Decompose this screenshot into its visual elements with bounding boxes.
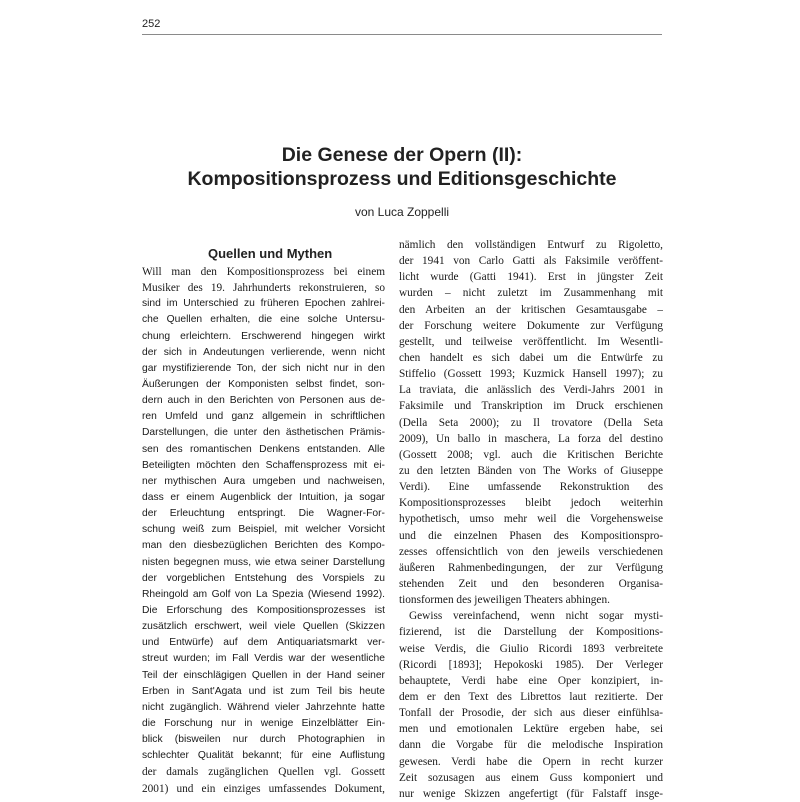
text-line: und Entwürfe) auf dem Antiquariatsmarkt ver-: [142, 637, 385, 649]
text-line: nur wenige Skizzen angefertigt (für Falstaff insge-: [399, 787, 663, 800]
text-line: Zeit sozusagen aus einem Guss komponiert und: [399, 771, 663, 784]
text-line: wurden – nicht zuletzt im Zusammenhang mit: [399, 287, 663, 300]
header-rule: [142, 34, 662, 35]
author-byline: von Luca Zoppelli: [354, 205, 450, 219]
text-line: Kompositionsprozesses bleibt jedoch weiterhin: [399, 497, 663, 510]
right-text-column: [399, 237, 663, 802]
text-line: (Della Seta 2000); zu Il trovatore (Della Seta: [399, 416, 663, 429]
text-line: schung weiß zum Beispiel, mit welcher Vorsicht: [142, 524, 385, 536]
text-line: Erben in Sant'Agata und ist zum Teil bis heute: [142, 685, 385, 697]
text-line: Verdi). Eine umfassende Rekonstruktion des: [399, 481, 663, 494]
text-line: (Gossett 2008; vgl. auch die Kritischen Berichte: [399, 448, 663, 461]
text-line: gewesen. Verdi habe die Opern in recht kurzer: [399, 755, 663, 768]
text-line: der damals zugänglichen Quellen vgl. Gossett: [142, 766, 385, 779]
text-line: che Quellen erhalten, die eine solche Untersu-: [142, 314, 385, 326]
text-line: gar mystifizierende Ton, der sich nicht nur in den: [142, 362, 385, 374]
section-heading: Quellen und Mythen: [208, 246, 333, 261]
chapter-title-line-2: Kompositionsprozess und Editionsgeschichte: [187, 168, 617, 190]
text-line: dern auch in den Berichten von Personen aus de-: [142, 395, 385, 407]
text-line: weise Verdis, die Giulio Ricordi 1893 verbreitete: [399, 642, 663, 655]
text-line: äußeren Rahmenbedingungen, der zur Verfügung: [399, 561, 663, 574]
text-line: den Arbeiten an der kritischen Gesamtausgabe –: [399, 303, 663, 316]
text-line: Faksimile und Transkription im Druck erschienen: [399, 400, 663, 413]
left-text-column: [142, 264, 385, 797]
text-line: nämlich den vollständigen Entwurf zu Rigoletto,: [399, 239, 663, 251]
text-line: blick (bisweilen nur durch Photographien in: [142, 734, 385, 746]
text-line: Beteiligten möchten den Schaffensprozess mit ei-: [142, 459, 385, 471]
text-line: man den diesbezüglichen Berichten des Kompo-: [142, 540, 385, 552]
text-line: dass er einem Augenblick der Intuition, ja sogar: [142, 491, 385, 503]
text-line: gestellt, und teilweise veröffentlicht. Im Wesentli-: [399, 335, 663, 348]
text-line: sind im Unterschied zu früheren Epochen zahlrei-: [142, 298, 385, 310]
text-line: 2009), Un ballo in maschera, La forza del destino: [399, 432, 663, 445]
text-line: Tonfall der Prosodie, der sich aus dieser einfühlsa-: [399, 707, 663, 720]
text-line: schlechter Qualität bekannt; für eine Auflistung: [142, 750, 385, 762]
text-line: der Forschung weitere Dokumente zur Verfügung: [399, 319, 663, 332]
text-line: der 1941 von Carlo Gatti als Faksimile veröffent-: [399, 255, 663, 268]
text-line: der sich in Andeutungen verlierende, wenn nicht: [142, 346, 385, 358]
text-line: (Ricordi [1893]; Hepokoski 1985). Der Verleger: [399, 658, 663, 671]
text-line: nisten begegnen muss, wie etwa seiner Darstellung: [142, 556, 385, 568]
text-line: Rheingold am Golf von La Spezia (Wiesend 1992).: [142, 588, 385, 600]
text-line: Darstellungen, die unter den ästhetischen Prämis-: [142, 427, 385, 439]
text-line: hypothetisch, umso mehr weil die Vorgehensweise: [399, 513, 663, 526]
text-line: chung erleichtern. Erschwerend hingegen wirkt: [142, 330, 385, 342]
text-line: ner mythischen Aura umgeben und nachweisen,: [142, 475, 385, 487]
text-line: zesses offensichtlich von den jeweils verschiedenen: [399, 545, 663, 558]
text-line: Musiker des 19. Jahrhunderts rekonstruieren, so: [142, 282, 385, 295]
text-line: licht wurde (Gatti 1941). Erst in jüngster Zeit: [399, 271, 663, 284]
text-line: fizierend, ist die Darstellung der Kompositions-: [399, 626, 663, 639]
chapter-title: [142, 143, 662, 191]
text-line: nicht zugänglich. Während vieler Jahrzehnte hatte: [142, 701, 385, 713]
text-line: behauptete, Verdi habe eine Oper konzipiert, in-: [399, 674, 663, 687]
text-line: Die Erforschung des Kompositionsprozesses ist: [142, 604, 385, 616]
text-line: Teil der einschlägigen Quellen in der Hand seiner: [142, 669, 385, 681]
text-line: 2001) und ein einziges umfassendes Dokument,: [142, 782, 385, 795]
text-line: sen des romantischen Denkens entstanden. Alle: [142, 443, 385, 455]
text-line: La traviata, die anlässlich des Verdi-Jahrs 2001 in: [399, 384, 663, 397]
text-line: streut wurden; im Fall Verdis war der wesentliche: [142, 653, 385, 665]
text-line: dann die Vorgabe für die melodische Inspiration: [399, 739, 663, 752]
text-line: Gewiss vereinfachend, wenn nicht sogar mysti-: [409, 610, 663, 623]
text-line: zu den letzten Bänden von The Works of Giuseppe: [399, 464, 663, 477]
text-line: Will man den Kompositionsprozess bei einem: [142, 266, 385, 278]
text-line: Stiffelio (Gossett 1993; Kuzmick Hansell 1997); zu: [399, 368, 663, 381]
text-line: ren Umfeld und ganz allgemein in schriftlichen: [142, 411, 385, 423]
text-line: chen handelt es sich dabei um die Entwürfe zu: [399, 351, 663, 364]
text-line: men und emotionalen Lektüre ergeben habe, sei: [399, 723, 663, 736]
text-line: die Forschung nur in wenige Einzelblätter Ein-: [142, 717, 385, 729]
text-line: tionsformen des jeweiligen Theaters abhingen.: [399, 594, 610, 607]
text-line: stehenden Zeit und den besonderen Organisa-: [399, 577, 663, 590]
text-line: der Erleuchtung entspringt. Die Wagner-For-: [142, 508, 385, 520]
page-number: 252: [142, 18, 161, 30]
text-line: und die einzelnen Phasen des Kompositionspro-: [399, 529, 663, 542]
text-line: zusätzlich erschwert, weil viele Quellen (Skizzen: [142, 621, 385, 633]
text-line: Äußerungen der Komponisten selbst findet, son-: [142, 378, 385, 390]
text-line: dem er den Text des Librettos laut rezitierte. Der: [399, 690, 663, 703]
text-line: der vorgeblichen Entstehung des Vorspiels zu: [142, 572, 385, 584]
chapter-title-line-1: Die Genese der Opern (II):: [281, 144, 523, 166]
